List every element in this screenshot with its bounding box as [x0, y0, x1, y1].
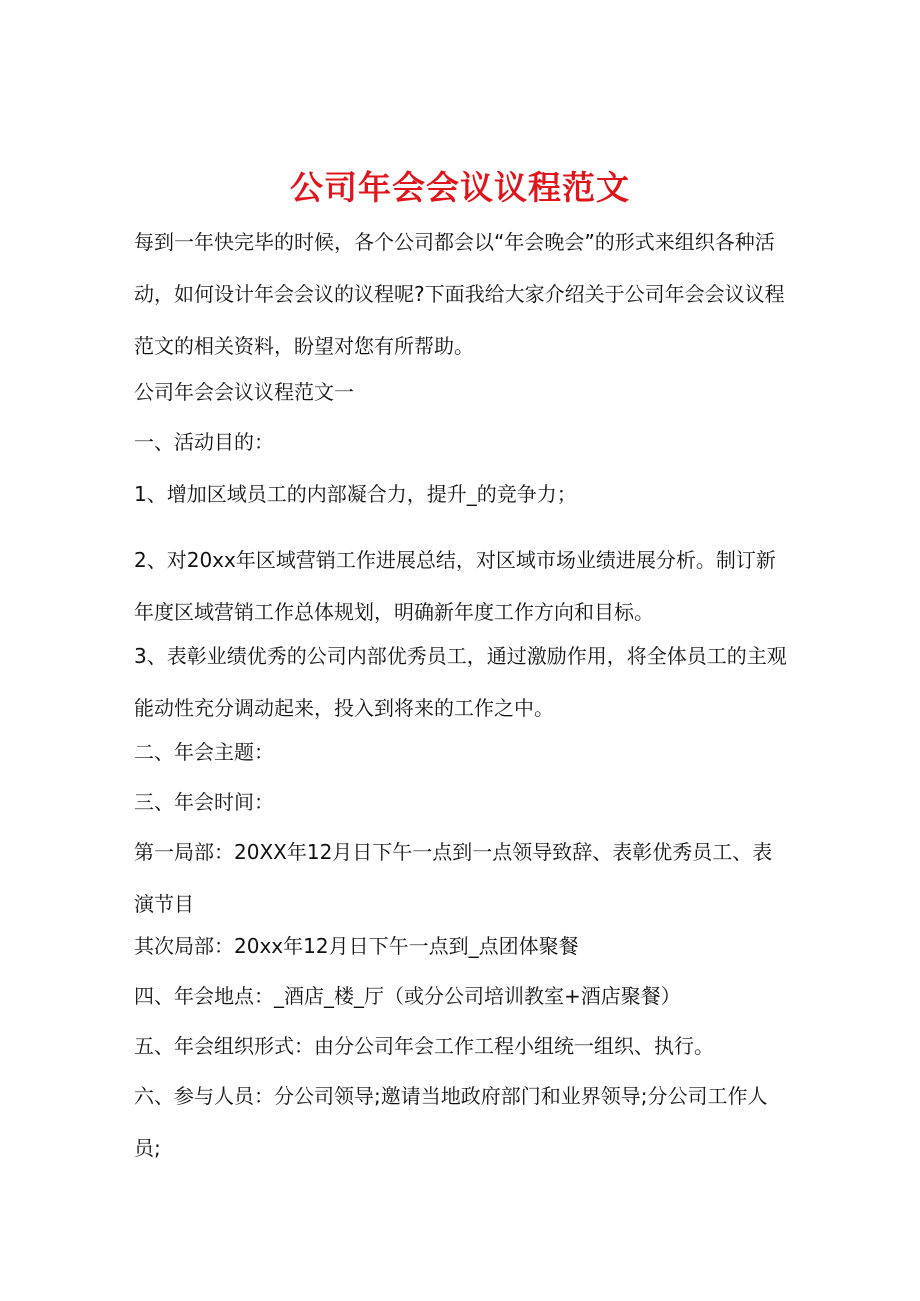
purpose-item-1: 1、增加区域员工的内部凝合力，提升_的竞争力； — [134, 482, 577, 506]
section-heading-time: 三、年会时间： — [134, 790, 274, 814]
purpose-item-3: 3、表彰业绩优秀的公司内部优秀员工，通过激励作用，将全体员工的主观能动性充分调动起来，投入到将来的工作之中。 — [134, 644, 787, 720]
document-title: 公司年会会议议程范文 — [290, 169, 630, 207]
section-organization: 五、年会组织形式：由分公司年会工作工程小组统一组织、执行。 — [134, 1034, 714, 1058]
purpose-item-2: 2、对20xx年区域营销工作进展总结，对区域市场业绩进展分析。制订新年度区域营销工作总体规划，明确新年度工作方向和目标。 — [134, 548, 776, 624]
section-heading-sample-one: 公司年会会议议程范文一 — [134, 380, 354, 404]
section-heading-purpose: 一、活动目的： — [134, 430, 274, 454]
intro-paragraph: 每到一年快完毕的时候，各个公司都会以“年会晚会”的形式来组织各种活动，如何设计年会会议的议程呢?下面我给大家介绍关于公司年会会议议程范文的相关资料，盼望对您有所帮助。 — [134, 230, 785, 358]
section-venue: 四、年会地点：_酒店_楼_厅（或分公司培训教室+酒店聚餐） — [134, 984, 681, 1008]
time-part-2: 其次局部：20xx年12月日下午一点到_点团体聚餐 — [134, 934, 579, 958]
section-participants: 六、参与人员：分公司领导;邀请当地政府部门和业界领导;分公司工作人员; — [134, 1084, 768, 1160]
section-heading-theme: 二、年会主题： — [134, 740, 274, 764]
time-part-1: 第一局部：20XX年12月日下午一点到一点领导致辞、表彰优秀员工、表演节目 — [134, 840, 773, 916]
